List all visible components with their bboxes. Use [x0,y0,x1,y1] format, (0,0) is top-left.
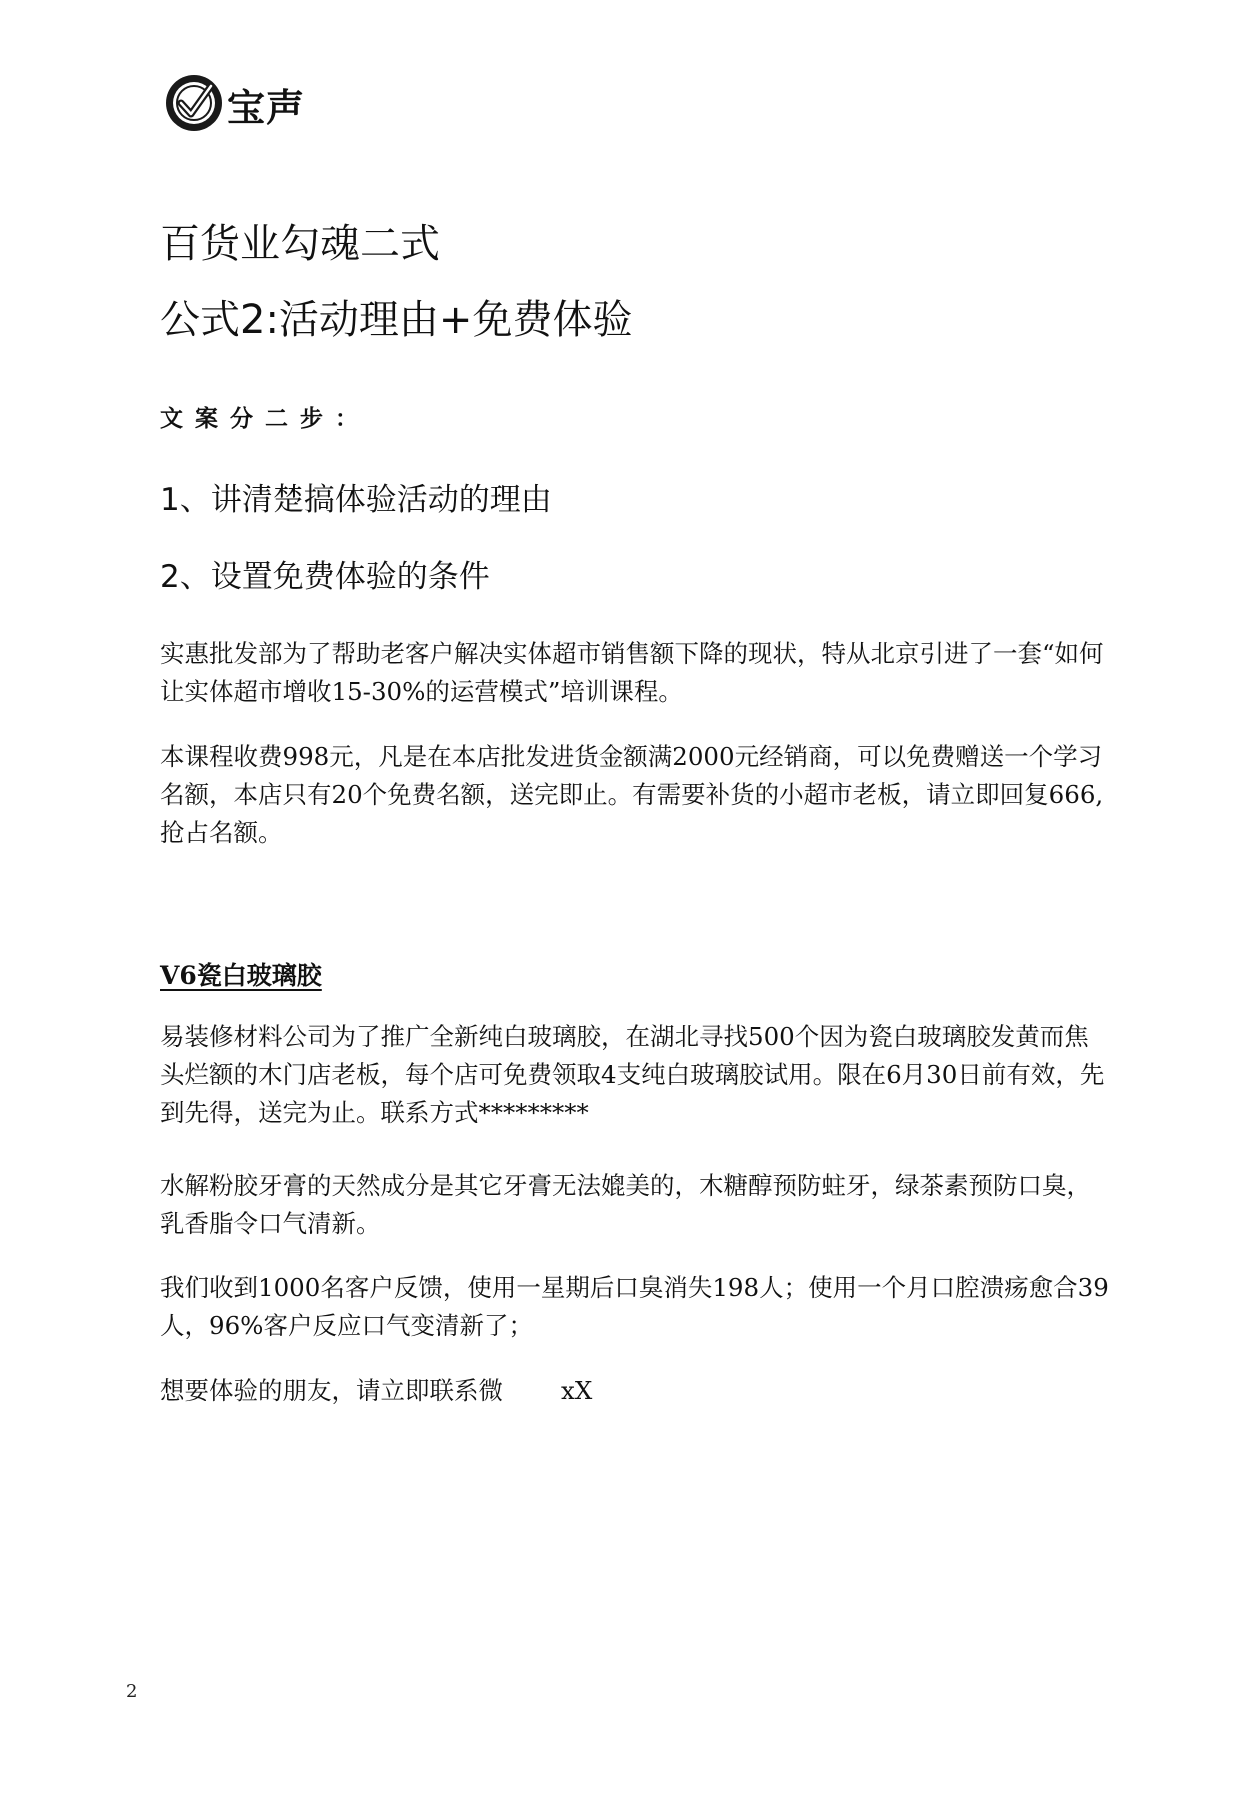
redacted-area [503,1378,561,1408]
example2-paragraph: 水解粉胶牙膏的天然成分是其它牙膏无法媲美的，木糖醇预防蛀牙，绿茶素预防口臭，乳香脂令口气清新。 [160,1171,1091,1238]
contact-prefix: 想要体验的朋友，请立即联系微 [160,1376,503,1405]
page-number: 2 [126,1681,138,1702]
brand-logo [163,70,305,134]
contact-suffix: xX [561,1376,593,1405]
page-title: 百货业勾魂二式 [160,221,440,267]
example1-paragraph: 实惠批发部为了帮助老客户解决实体超市销售额下降的现状，特从北京引进了一套“如何让实体超市增收15-30%的运营模式”培训课程。 [160,639,1104,706]
contact-line [160,1372,1110,1410]
example2-heading: V6瓷白玻璃胶 [160,961,322,990]
step-item: 1、讲清楚搞体验活动的理由 [160,482,552,518]
formula-title: 公式2:活动理由+免费体验 [160,297,633,343]
check-seal-icon [163,70,229,134]
example2-paragraph: 易装修材料公司为了推广全新纯白玻璃胶，在湖北寻找500个因为瓷白玻璃胶发黄而焦头烂额的木门店老板，每个店可免费领取4支纯白玻璃胶试用。限在6月30日前有效，先到先得，送完为止。联系方式********* [160,1022,1105,1127]
steps-heading: 文案分二步： [160,406,370,432]
step-item: 2、设置免费体验的条件 [160,559,490,595]
example1-paragraph: 本课程收费998元，凡是在本店批发进货金额满2000元经销商，可以免费赠送一个学习名额，本店只有20个免费名额，送完即止。有需要补货的小超市老板，请立即回复666,抢占名额。 [160,742,1104,847]
example2-paragraph: 我们收到1000名客户反馈，使用一星期后口臭消失198人；使用一个月口腔溃疡愈合39人，96%客户反应口气变清新了； [160,1273,1109,1340]
brand-name: 宝声 [227,85,306,130]
